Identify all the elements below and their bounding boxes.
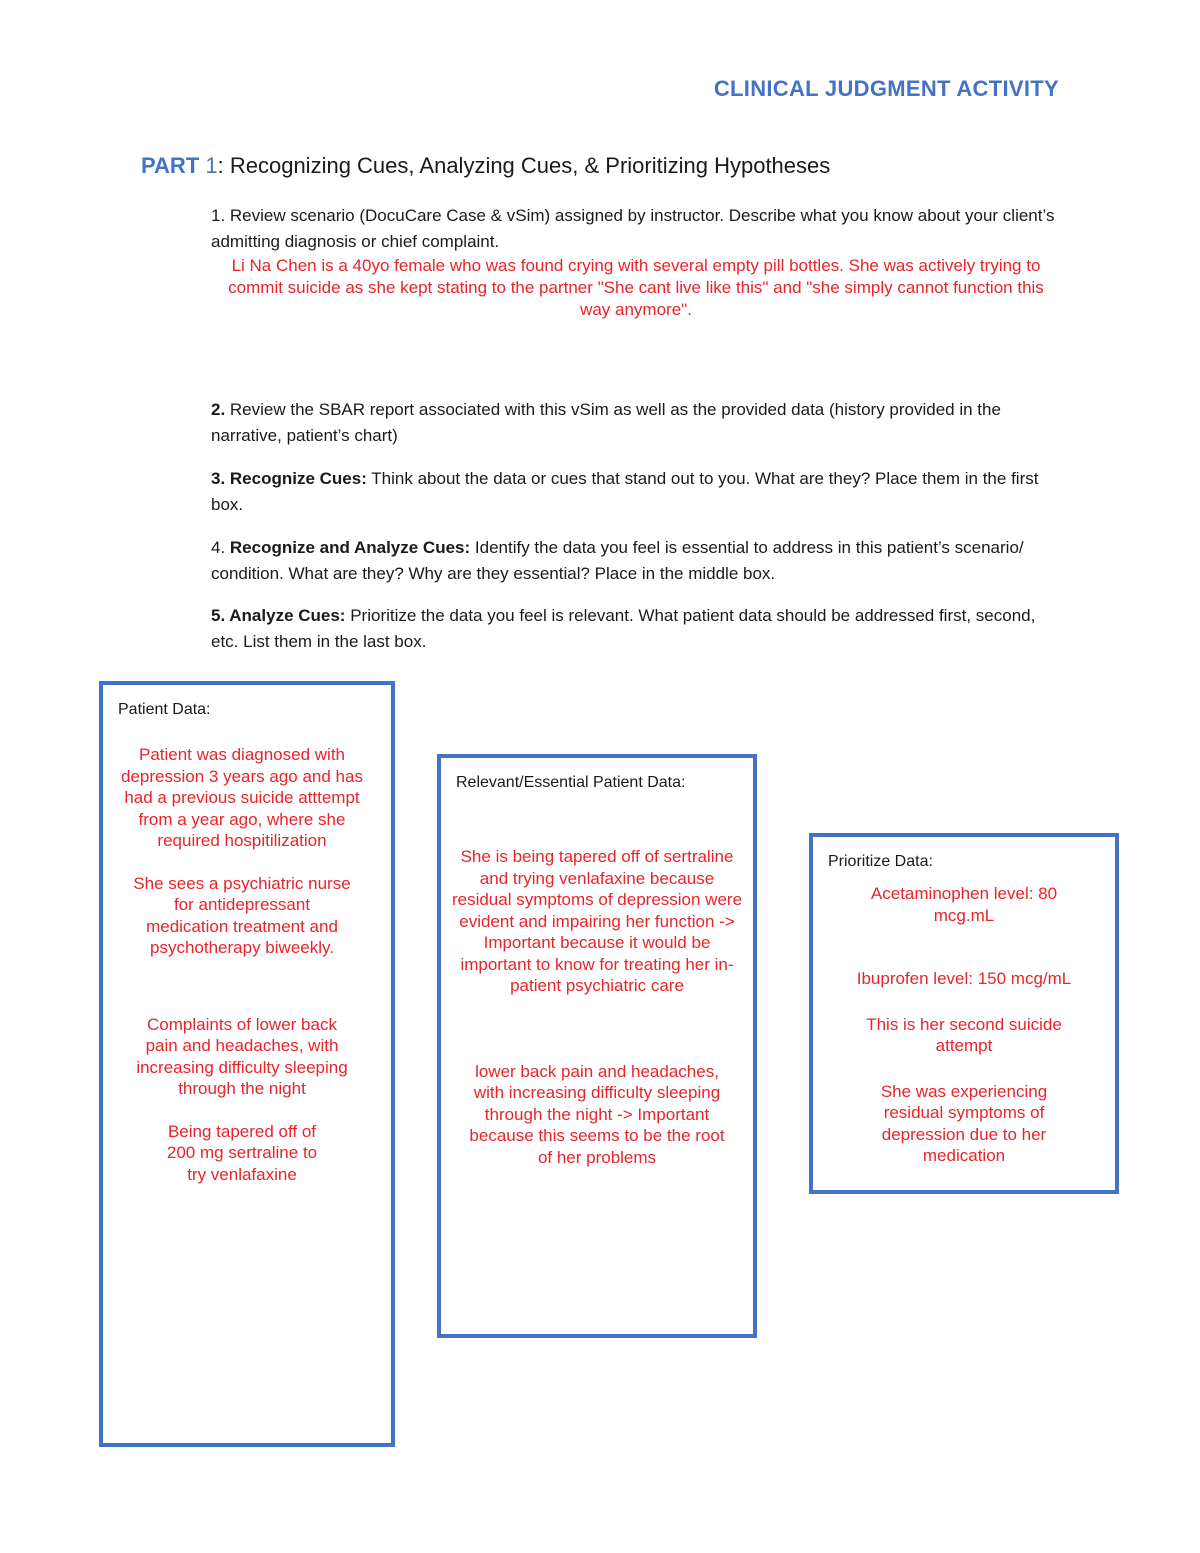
patient-data-item: Complaints of lower back pain and headaches, with increasing difficulty sleeping through the night — [136, 1014, 348, 1098]
part-number: 1 — [205, 153, 218, 178]
patient-data-list — [119, 744, 365, 1185]
relevant-data-title: Relevant/Essential Patient Data: — [456, 774, 686, 791]
question-3 — [211, 466, 1061, 518]
question-2-text: Review the SBAR report associated with this vSim as well as the provided data (history provided in the narrative, patient’s chart) — [211, 400, 1001, 445]
question-5-text: Prioritize the data you feel is relevant. What patient data should be addressed first, second, etc. List them in the last box. — [211, 606, 1036, 651]
question-4-text: Identify the data you feel is essential to address in this patient’s scenario/ condition. What are they? Why are they essential? Place in the middle box. — [211, 538, 1024, 583]
prioritize-data-item: She was experiencing residual symptoms of depression due to her medication — [880, 1081, 1048, 1165]
question-1-text: Review scenario (DocuCare Case & vSim) assigned by instructor. Describe what you know about your client’s admitting diagnosis or chief complaint. — [211, 206, 1055, 251]
question-5 — [211, 603, 1061, 655]
relevant-data-box — [437, 754, 757, 1338]
patient-data-item: Patient was diagnosed with depression 3 years ago and has had a previous suicide atttempt from a year ago, where she required hospitilization — [121, 745, 363, 850]
prioritize-data-box — [809, 833, 1119, 1194]
part-title: : Recognizing Cues, Analyzing Cues, & Prioritizing Hypotheses — [217, 153, 831, 178]
prioritize-data-item: This is her second suicide attempt — [866, 1014, 1062, 1055]
document-title: CLINICAL JUDGMENT ACTIVITY — [713, 76, 1059, 101]
prioritize-data-list — [833, 883, 1095, 1167]
question-2 — [211, 397, 1061, 449]
part-heading — [141, 153, 830, 179]
question-1 — [211, 203, 1061, 255]
patient-data-box — [99, 681, 395, 1447]
prioritize-data-title: Prioritize Data: — [828, 853, 933, 870]
question-1-number: 1. — [211, 206, 230, 225]
patient-data-item: She sees a psychiatric nurse for antidepressant medication treatment and psychotherapy biweekly. — [133, 873, 351, 957]
question-2-number: 2. — [211, 400, 230, 419]
relevant-data-item: lower back pain and headaches, with increasing difficulty sleeping through the night -> Important because this seems to be the root of her problems — [469, 1061, 725, 1167]
prioritize-data-item: Acetaminophen level: 80 mcg.mL — [870, 884, 1058, 925]
question-5-heading: 5. Analyze Cues: — [211, 606, 346, 625]
prioritize-data-item: Ibuprofen level: 150 mcg/mL — [856, 969, 1072, 988]
question-1-answer: Li Na Chen is a 40yo female who was found crying with several empty pill bottles. She was actively trying to commit suicide as she kept stating to the partner "She cant live like this" and "she simply cannot function this way anymore". — [228, 256, 1044, 319]
patient-data-title: Patient Data: — [118, 701, 211, 718]
question-3-heading: 3. Recognize Cues: — [211, 469, 367, 488]
relevant-data-item: She is being tapered off of sertraline and trying venlafaxine because residual symptoms of depression were evident and impairing her function -> Important because it would be important to know for treating her in-patient psychiatric care — [451, 847, 743, 995]
relevant-data-list — [451, 846, 743, 1168]
question-4 — [211, 535, 1061, 587]
question-3-text: Think about the data or cues that stand out to you. What are they? Place them in the first box. — [211, 469, 1039, 514]
patient-data-item: Being tapered off of 200 mg sertraline to try venlafaxine — [166, 1121, 318, 1184]
part-label: PART — [141, 153, 206, 178]
question-4-heading: Recognize and Analyze Cues: — [229, 538, 471, 557]
question-4-number: 4. — [211, 538, 230, 557]
